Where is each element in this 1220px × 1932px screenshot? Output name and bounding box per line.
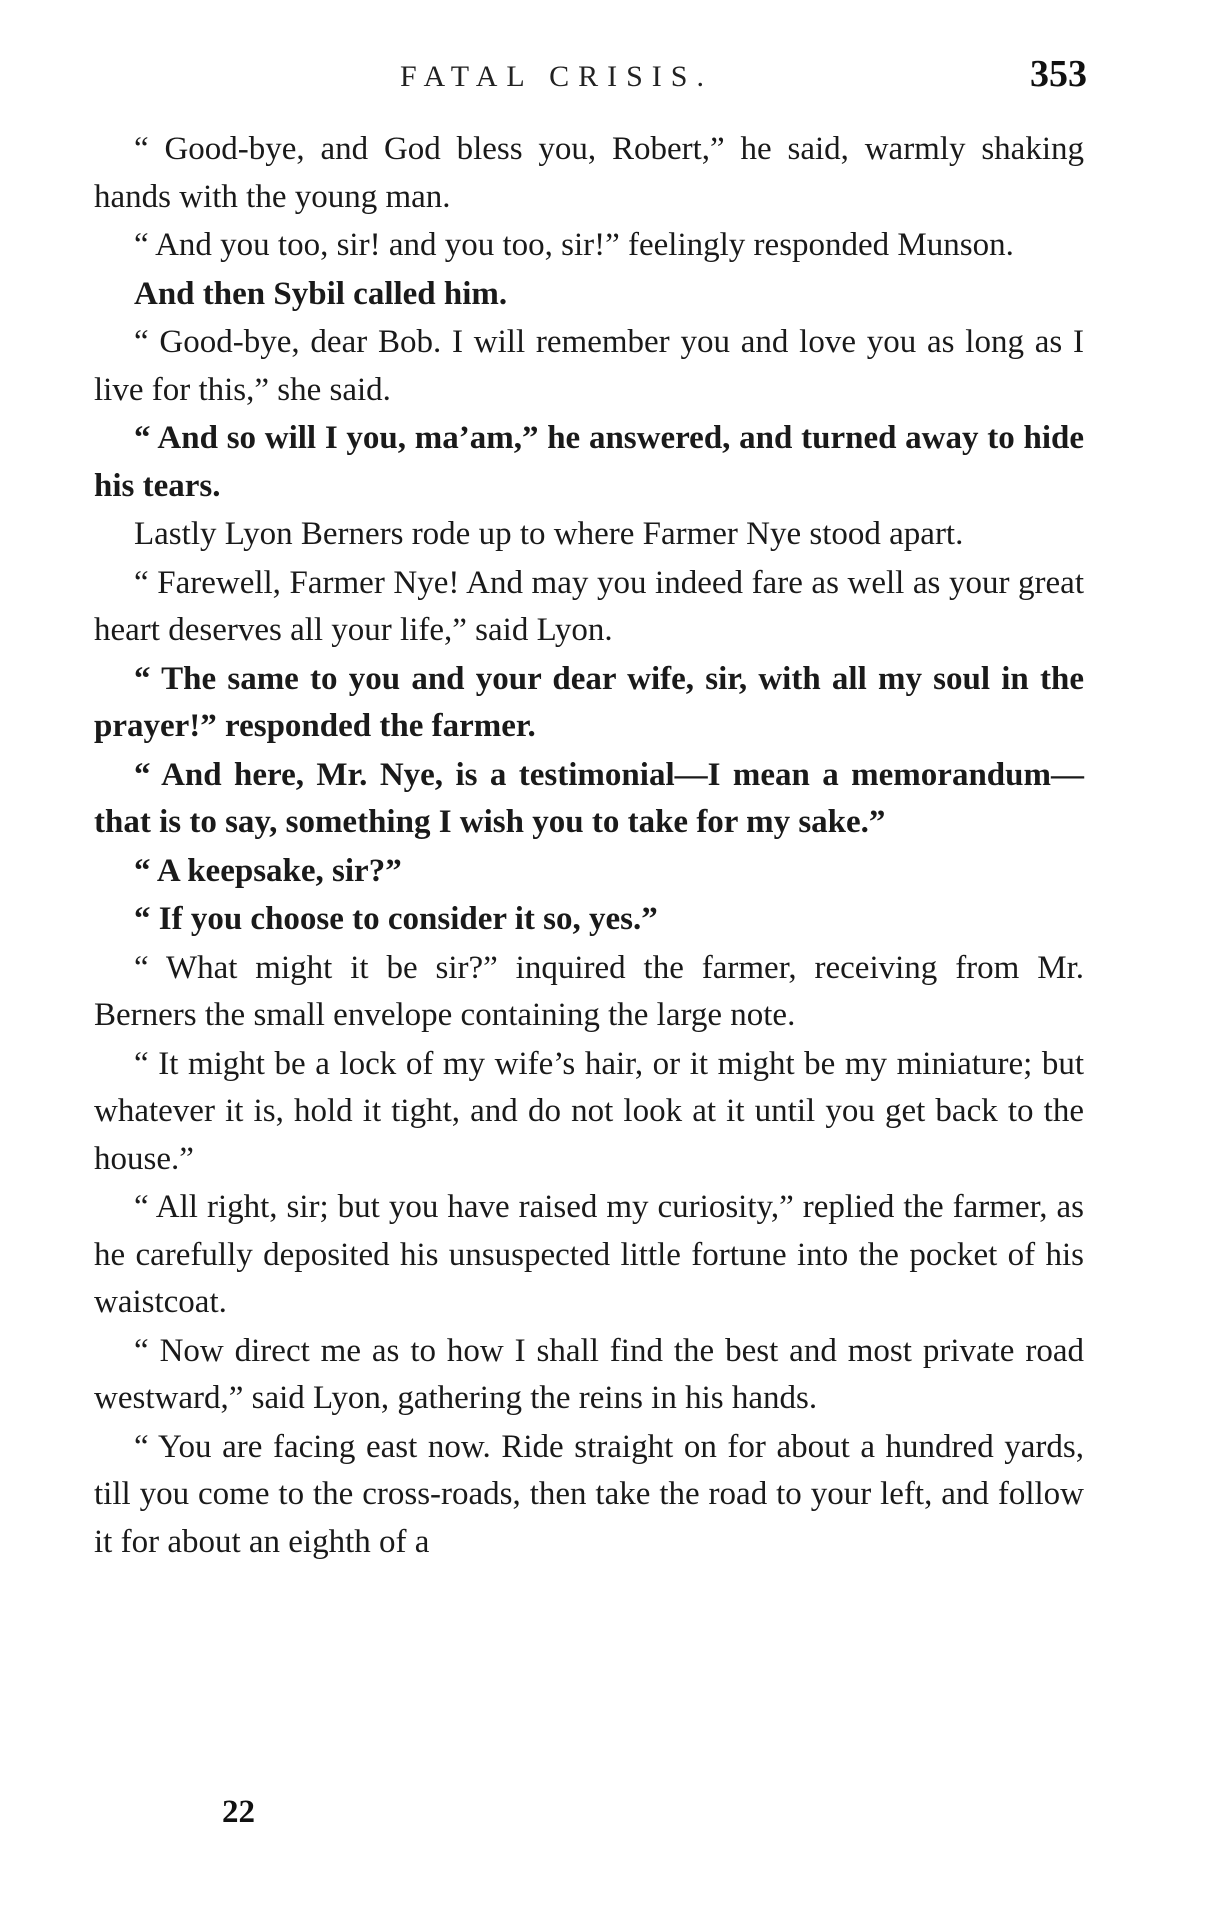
paragraph: “ You are facing east now. Ride straight on for about a hundred yards, till you come to the cross-roads, then take the road to your left, and follow it for about an eighth of a [94,1428,1084,1560]
paragraph: “ Farewell, Farmer Nye! And may you indeed fare as well as your great heart deserves all your life,” said Lyon. [94,564,1084,648]
paragraph: Lastly Lyon Berners rode up to where Farmer Nye stood apart. [134,516,964,552]
page-header [0,52,1220,102]
paragraph: “ Good-bye, and God bless you, Robert,” he said, warmly shaking hands with the young man. [94,131,1084,215]
page-number: 353 [1030,53,1087,95]
paragraph: “ And here, Mr. Nye, is a testimonial—I mean a memorandum—that is to say, something I wish you to take for my sake.” [94,756,1084,840]
paragraph: “ And you too, sir! and you too, sir!” feelingly responded Munson. [134,227,1014,263]
body-text [94,126,1084,1567]
paragraph: “ Good-bye, dear Bob. I will remember you and love you as long as I live for this,” she said. [94,324,1084,408]
paragraph: “ If you choose to consider it so, yes.” [134,901,658,937]
paragraph: And then Sybil called him. [134,275,508,312]
signature-mark: 22 [222,1794,255,1830]
paragraph: “ And so will I you, ma’am,” he answered, and turned away to hide his tears. [94,420,1084,504]
running-title: FATAL CRISIS. [400,60,713,93]
paragraph: “ All right, sir; but you have raised my curiosity,” replied the farmer, as he carefully deposited his unsuspected little fortune into the pocket of his waistcoat. [94,1189,1084,1320]
paragraph: “ Now direct me as to how I shall find the best and most private road westward,” said Lyon, gathering the reins in his hands. [94,1332,1084,1416]
paragraph: “ The same to you and your dear wife, sir, with all my soul in the prayer!” responded the farmer. [94,660,1084,744]
paragraph: “ What might it be sir?” inquired the farmer, receiving from Mr. Berners the small envelope containing the large note. [94,949,1084,1033]
paragraph: “ It might be a lock of my wife’s hair, or it might be my miniature; but whatever it is, hold it tight, and do not look at it until you get back to the house.” [94,1045,1084,1177]
paragraph: “ A keepsake, sir?” [134,852,402,889]
